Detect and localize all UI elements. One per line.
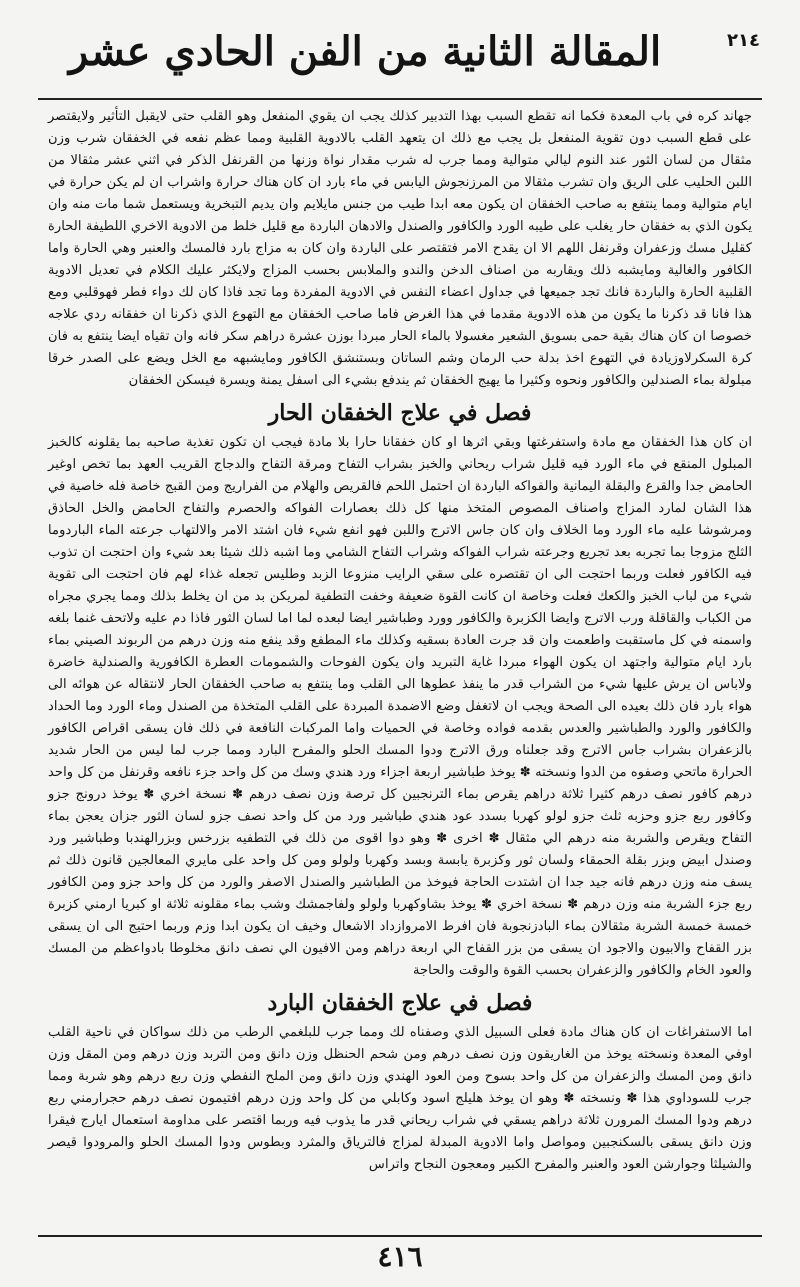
paragraph-cold-palpitation: اما الاستفراغات ان كان هناك مادة فعلى السبيل الذي وصفناه لك ومما جرب للبلغمي الرطب من ذلك سواكان في ناحية القلب اوفي المعدة ونسخته يوخذ من الغاريقون وزن نصف درهم ومن شحم الحنظل وزن دانق ومن التربد وزن درهم ومن المقل وزن دانق ومن المسك والزعفران من كل واحد بسوح ومن العود الهندي وزن دانق ومن الملح النفطي وزن ربع درهم وهو شربة ومما جرب للسوداوي هذا ✽ ونسخته ✽ وهو ان يوخذ هليلج اسود وكابلي من كل واحد وزن درهم افتيمون نصف درهم حجرارمني ربع درهم ودوا المسك المرورن ثلاثة دراهم يسقي في شراب ريحاني قدر ما يذوب فيه وربما اقتصر على مداومة استعمال ايارج فيقرا وزن دانق يسقى بالسكنجبين ومواصل واما الادوية المبدلة لمزاج فالترياق والمثرد وبطوس ودوا المسك الحلو والمرودوا قيصر والشيلثا وجوارشن العود والعنبر والمفرح الكبير ومعجون النجاح واتراس [48, 1025, 752, 1172]
running-title: المقالة الثانية من الفن الحادي عشر [68, 28, 662, 75]
page-number: ٤١٦ [377, 1240, 423, 1273]
body-text [38, 100, 762, 1176]
page-header [40, 22, 760, 92]
paragraph-intro: جهاند كره في باب المعدة فكما انه تقطع السبب بهذا التدبير كذلك يجب ان يقوي المنفعل وهو القلب حتى لايقبل التأثير ولايقتصر على قطع السبب دون تقوية المنفعل بل يجب مع ذلك ان يتعهد القلب بالادوية القلبية ومما عظم نفعه في الخفقان شرب وزن مثقال من لسان الثور عند النوم ليالي متوالية ومما جرب له شرب مقدار نواة وزنها من القرنفل الذكر في اثني عشر مثقالا من اللبن الحليب على الريق وان تشرب مثقالا من المرزنجوش اليابس في ماء بارد ان كان هناك حرارة واشراب ان لم يكن حرارة في ايام متوالية ومما ينتفع به صاحب الخفقان ان يكون معه ابدا طيب من جنس مايلايم وان يديم التبخرية ويستعمل شما مات منه وان يكون الذي به خفقان حار يغلب على طيبه الورد والكافور والصندل والادهان الباردة مع قليل خلط من الادوية الاخري اللطيفة الحارة كقليل مسك وزعفران وقرنفل اللهم الا ان يقدح الامر فتقتصر على الباردة وان كان به مزاج بارد فالمسك والعنبر وهي الحارة واما الكافور والغالية ومايشبه ذلك ويقاربه من اصناف الدخن والندو والملابس بحسب المزاج ولايكثر عليك الكلام في تعديل الادوية القلبية الحارة والباردة فانك تجد جميعها في جداول اعضاء النفس في الادوية المفردة وما تجد فاذا كان لك دواء فطر فهوقلبي ومع هذا فانا قد ذكرنا ما يكون من هذه الادوية مقدما في هذا الغرض فاما صاحب الخفقان مع التهوع الذي ذكرنا ان خفقانه ردي علاجه خصوصا ان كان هناك بقية حمى بسويق الشعير مغسولا بالماء الحار مبردا بوزن عشرة دراهم سكر فانه وان تقياه ايضا ينتفع به فان كرة السكرلاوزيادة في التهوع اخذ بدلة حب الرمان وشم الساتان وبستنشق الكافور ومايشبهه مع الخل ويضع على الصدر خرقا مبلولة بماء الصندلين والكافور ونحوه وكثيرا ما يهيج الخفقان ثم يندفع بشيء الى اسفل يمنة ويسرة فيسكن الخفقان [48, 109, 752, 388]
section-heading-cold-palpitation: فصل في علاج الخفقان البارد [267, 990, 533, 1016]
section-heading-hot-palpitation: فصل في علاج الخفقان الحار [268, 400, 532, 426]
text-frame [38, 98, 762, 1237]
paragraph-hot-palpitation: ان كان هذا الخفقان مع مادة واستفرغتها وبقي اثرها او كان خفقانا حارا بلا مادة فيجب ان تكون تغذية صاحبه بما يقلونه كالخبز المبلول المنقع في ماء الورد فيه قليل شراب ريحاني والخبز بشراب التفاح ومرقة التفاح والدجاج القريب العهد بما تخص اوغير الحامض جدا والقرع والبقلة اليمانية والفواكه الباردة ان احتمل اللحم فالقريص والهلام من الفراريج ومن القبج خاصة فله خاصية في هذا الشان لمارد المزاج واصناف المصوص المتخذ منها كل ذلك بعصارات الفواكه والحصرم والتفاح الحامض والخل الحاذق ومرشوشا عليه ماء الورد وما الخلاف وان كان جاس الاترج واللبن فهو انفع شيء فان اشتد الامر والالتهاب جرعته الماء الباردوما الثلج مزوجا بما تجربه بعد تجريع وجرعته شراب الفواكه وشراب التفاح الشامي وما اشبه ذلك شيئا بعد شيء وان احتجت ان تذوب فيه الكافور فعلت وربما احتجت الى ان تقتصره على سقي الرايب منزوعا الزبد وطليس تجعله غذاء لهم فان احتجت الى تقوية شيء من لباب الخبز والكعك فعلت وخاصة ان كانت القوة ضعيفة وخفت التطفية لمريكن بد من ان يخلط بذلك ومما يجري مجراه من الكباب والقاقلة ورب الاترج وايضا الكزبرة والكافور وورد وطباشير ايضا لبعده لما اما لسان الثور فاذا دم عليه ولاتحف غنما بلغه واسمنه في كل ماستقبت واطعمت وان قد جرت العادة بسقيه وكذلك ماء المطفع وقد ينفع منه وزن درهم من الربوند الصيني بماء بارد ايام متوالية واجتهد ان يكون الهواء مبردا غاية التبريد وان يكون الفوحات والشمومات العطرة الكافورية والصندلية خاضرة ولاباس ان يرش عليها شيء من الشراب قدر ما ينفذ عطوها الى القلب وما ينتفع به صاحب الخفقان الحار لانتقاله عن هوائه الى هواء بارد فان ذلك بعيده الى الصحة ويجب ان لاتغفل وضع الاضمدة المبردة على القلب المتخذة من الصندل وماء الورد وما الحداد والكافور والورد والطباشير والعدس بقدمه فواده وخاصة في الحميات واما المركبات النافعة في ذلك فان يسقى اقراص الكافور بالزعفران بشراب جاس الاترج وقد جعلناه ورق الاترج ودوا المسك الحلو والمفرح البارد ومما جرب لما ليس من الحار شديد الحرارة ماتحي وصفوه من الدوا ونسخته ✽ يوخذ طباشير اربعة اجزاء ورد هندي وسك من كل واحد جزء نافعه وقرنفل من كل واحد درهم كافور نصف درهم كثيرا ثلاثة دراهم يقرص بماء الترنجبين كل ترصة وزن نصف درهم ✽ نسخة اخري ✽ يوخذ درونج جزو وكافور ربع جزو وحزبه ثلث جزو لولو كهربا بسدد عود هندي طباشير ورد من كل واحد نصف جزو لسان الثور جزان يعجن بماء التفاح ويقرص والشربة منه درهم الي مثقال ✽ اخرى ✽ وهو دوا اقوى من ذلك في التطفيه بزرخس وبزرالهندبا وطباشير ورد وصندل ابيض وبزر بقلة الحمقاء ولسان ثور وكزبرة يابسة وبسد وكهربا ولولو ومن كل واحد على مايري المعالجين قانون ذلك ثم يسف منه وزن درهم فانه جيد جدا ان اشتدت الحاجة فيوخذ من الطباشير والصندل الاصفر والورد من كل واحد جزو ومن الكافور ربع جزء الشربة منه وزن درهم ✽ نسخة اخري ✽ يوخذ بشاوكهربا ولولو ولفاجمشك وشب بماء مقلونه ثلاثة او كبريا ارمني كزبرة خمسة خمسة الشربة مثقالان بماء البادزنجوبة فان افرط الامروازداد الاشعال وخيف ان يكون ابدا وزم وربما احتيج الى ان يسقى بزر القفاح والابيون والاجود ان يسقى من بزر القفاح الي اربعة دراهم ومن الافيون الي نصف دانق مخلوطا بادواعظم من المسك والعود الخام والكافور والزعفران بحسب القوة والوقت والحاجة [48, 435, 752, 978]
page-marker: ٢١٤ [727, 30, 760, 51]
